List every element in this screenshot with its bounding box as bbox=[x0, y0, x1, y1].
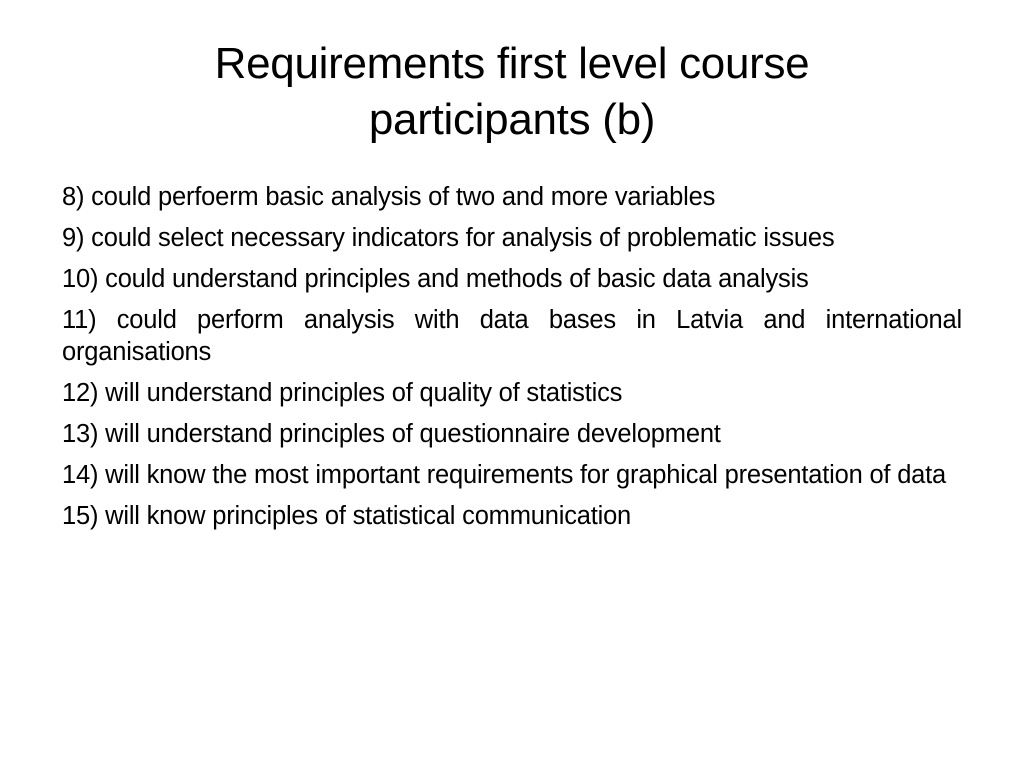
list-item: 11) could perform analysis with data bases in Latvia and international organisations bbox=[62, 306, 962, 366]
list-item: 10) could understand principles and methods of basic data analysis bbox=[62, 265, 809, 293]
list-item: 13) will understand principles of questionnaire development bbox=[62, 420, 721, 448]
list-item: 15) will know principles of statistical communication bbox=[62, 502, 632, 530]
slide-title: Requirements first level course participants (b) bbox=[214, 39, 810, 144]
list-item: 14) will know the most important requirements for graphical presentation of data bbox=[62, 461, 947, 489]
requirements-list bbox=[62, 181, 962, 541]
list-item: 9) could select necessary indicators for analysis of problematic issues bbox=[62, 224, 835, 252]
list-item: 12) will understand principles of quality of statistics bbox=[62, 379, 623, 407]
list-item: 8) could perfoerm basic analysis of two and more variables bbox=[62, 183, 716, 211]
